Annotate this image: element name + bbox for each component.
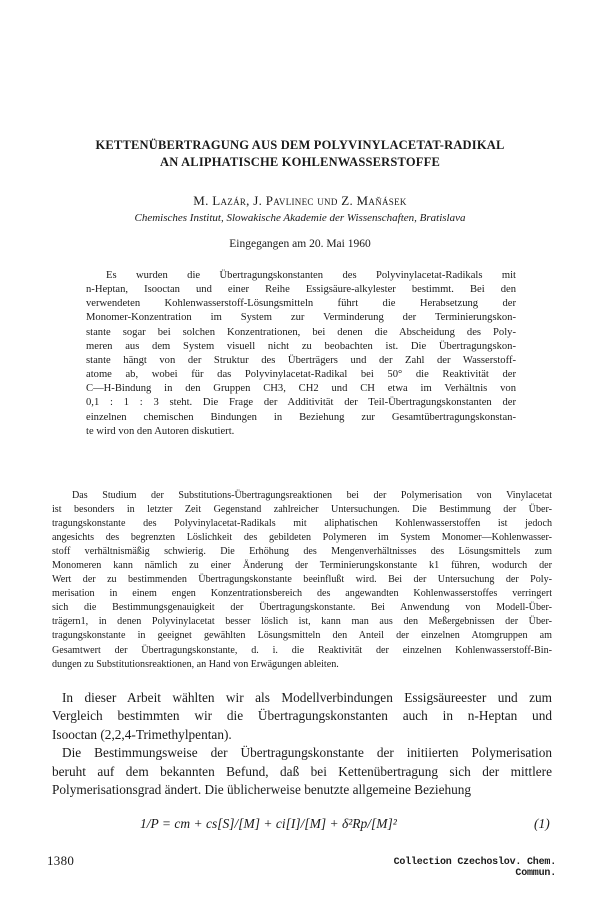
body-line: In dieser Arbeit wählten wir als Modellverbindungen Essigsäureester und zum xyxy=(62,690,552,705)
authors: M. Lazár, J. Pavlinec und Z. Maňásek xyxy=(193,193,407,208)
paper-title-line-1: KETTENÜBERTRAGUNG AUS DEM POLYVINYLACETAT-RADIKAL xyxy=(95,138,505,152)
abstract-line: einzelnen chemischen Bindungen in Beziehung zur Gesamtübertragungskonstan- xyxy=(86,411,516,423)
institution: Chemisches Institut, Slowakische Akademie der Wissenschaften, Bratislava xyxy=(134,212,466,224)
abstract-line: stante hängt von der Struktur des Überträgers und der Zahl der Wasserstoff- xyxy=(86,354,516,366)
journal-name: Collection Czechoslov. Chem. Commun. xyxy=(393,857,556,879)
intro-line: sich die Bestimmungsgenauigkeit der Übertragungskonstante. Bei Anwendung von Modell-Über- xyxy=(52,602,552,614)
intro-line: angesichts des begrenzten Löslichkeit des gebildeten Polymeren im System Monomer—Kohlenwasser- xyxy=(52,532,552,544)
abstract-line: atome ab, wobei für das Polyvinylacetat-Radikal bei 50° die Reaktivität der xyxy=(86,369,516,381)
intro-line: Wert der zu bestimmenden Übertragungskonstante beeinflußt wird. Bei der Untersuchung der Poly- xyxy=(52,574,552,586)
paper-title-line-2: AN ALIPHATISCHE KOHLENWASSERSTOFFE xyxy=(159,155,441,169)
intro-line: merisation in einem engen Konzentrationsbereich des angewandten Kohlenwasserstoffes verringert xyxy=(52,588,552,600)
intro-line: tragungskonstante in geeignet gewählten Lösungsmitteln den Anteil der einzelnen Atomgruppen am xyxy=(52,630,552,642)
abstract-line: stante sogar bei solchen Konzentrationen, bei denen die Abscheidung des Poly- xyxy=(86,326,516,338)
intro-line: Gesamtwert der Übertragungskonstante, d. i. die Reaktivität der einzelnen Kohlenwasserstoff-Bin- xyxy=(52,644,552,656)
abstract-line: C—H-Bindung in den Gruppen CH3, CH2 und CH etwa im Verhältnis von xyxy=(86,383,516,395)
abstract xyxy=(86,269,516,439)
intro-line: ist besonders in letzter Zeit Gegenstand zahlreicher Untersuchungen. Die Bestimmung der Über- xyxy=(52,504,552,516)
intro-line: stoff verhältnismäßig schwierig. Die Erhöhung des Mengenverhältnisses des Lösungsmittels zum xyxy=(52,546,552,558)
abstract-line: Es wurden die Übertragungskonstanten des Polyvinylacetat-Radikals mit xyxy=(106,270,516,281)
body-line: beruht auf dem bekannten Befund, daß bei Kettenübertragung sich der mittlere xyxy=(52,763,552,779)
page-number: 1380 xyxy=(47,853,75,868)
abstract-line: 0,1 : 1 : 3 steht. Die Frage der Additivität der Teil-Übertragungskonstanten der xyxy=(86,397,516,409)
received-date: Eingegangen am 20. Mai 1960 xyxy=(229,238,371,250)
abstract-line: Monomer-Konzentration im System zur Verminderung der Terminierungskon- xyxy=(86,312,516,324)
intro-line: Monomeren kann nämlich zu einer Änderung der Terminierungskonstante k1 führen, wodurch der xyxy=(52,560,552,572)
body-line: Vergleich bestimmten wir die Übertragungskonstanten auch in n-Heptan und xyxy=(52,708,552,724)
intro-line: tragungskonstante des Polyvinylacetat-Radikals mit aliphatischen Kohlenwasserstoffen ist jedoch xyxy=(52,518,552,530)
introduction-small-print xyxy=(52,489,552,672)
abstract-line: meren aus dem System visuell nicht zu beobachten ist. Die Übertragungskon- xyxy=(86,340,516,352)
abstract-line: te wird von den Autoren diskutiert. xyxy=(86,425,235,437)
body-line: Die Bestimmungsweise der Übertragungskonstante der initiierten Polymerisation xyxy=(62,745,552,761)
intro-line: Das Studium der Substitutions-Übertragungsreaktionen bei der Polymerisation von Vinylacetat xyxy=(72,490,552,501)
equation-number: (1) xyxy=(534,816,550,831)
abstract-line: n-Heptan, Isooctan und einer Reihe Essigsäure-alkylester bestimmt. Bei den xyxy=(86,284,516,296)
intro-line: dungen zu Substitutionsreaktionen, an Hand von Erwägungen ableiten. xyxy=(52,658,339,670)
body-text xyxy=(52,689,552,799)
intro-line: trägern1, in denen Polyvinylacetat besser löslich ist, kann man aus den Meßergebnissen der Über- xyxy=(52,616,552,628)
body-line: Isooctan (2,2,4-Trimethylpentan). xyxy=(52,726,232,742)
equation-1: 1/P = cm + cs[S]/[M] + ci[I]/[M] + δ²Rp/[M]² xyxy=(140,816,397,831)
abstract-line: verwendeten Kohlenwasserstoff-Lösungsmitteln führt die Herabsetzung der xyxy=(86,298,516,310)
body-line: Polymerisationsgrad ändert. Die üblicherweise benutzte allgemeine Beziehung xyxy=(52,782,472,798)
